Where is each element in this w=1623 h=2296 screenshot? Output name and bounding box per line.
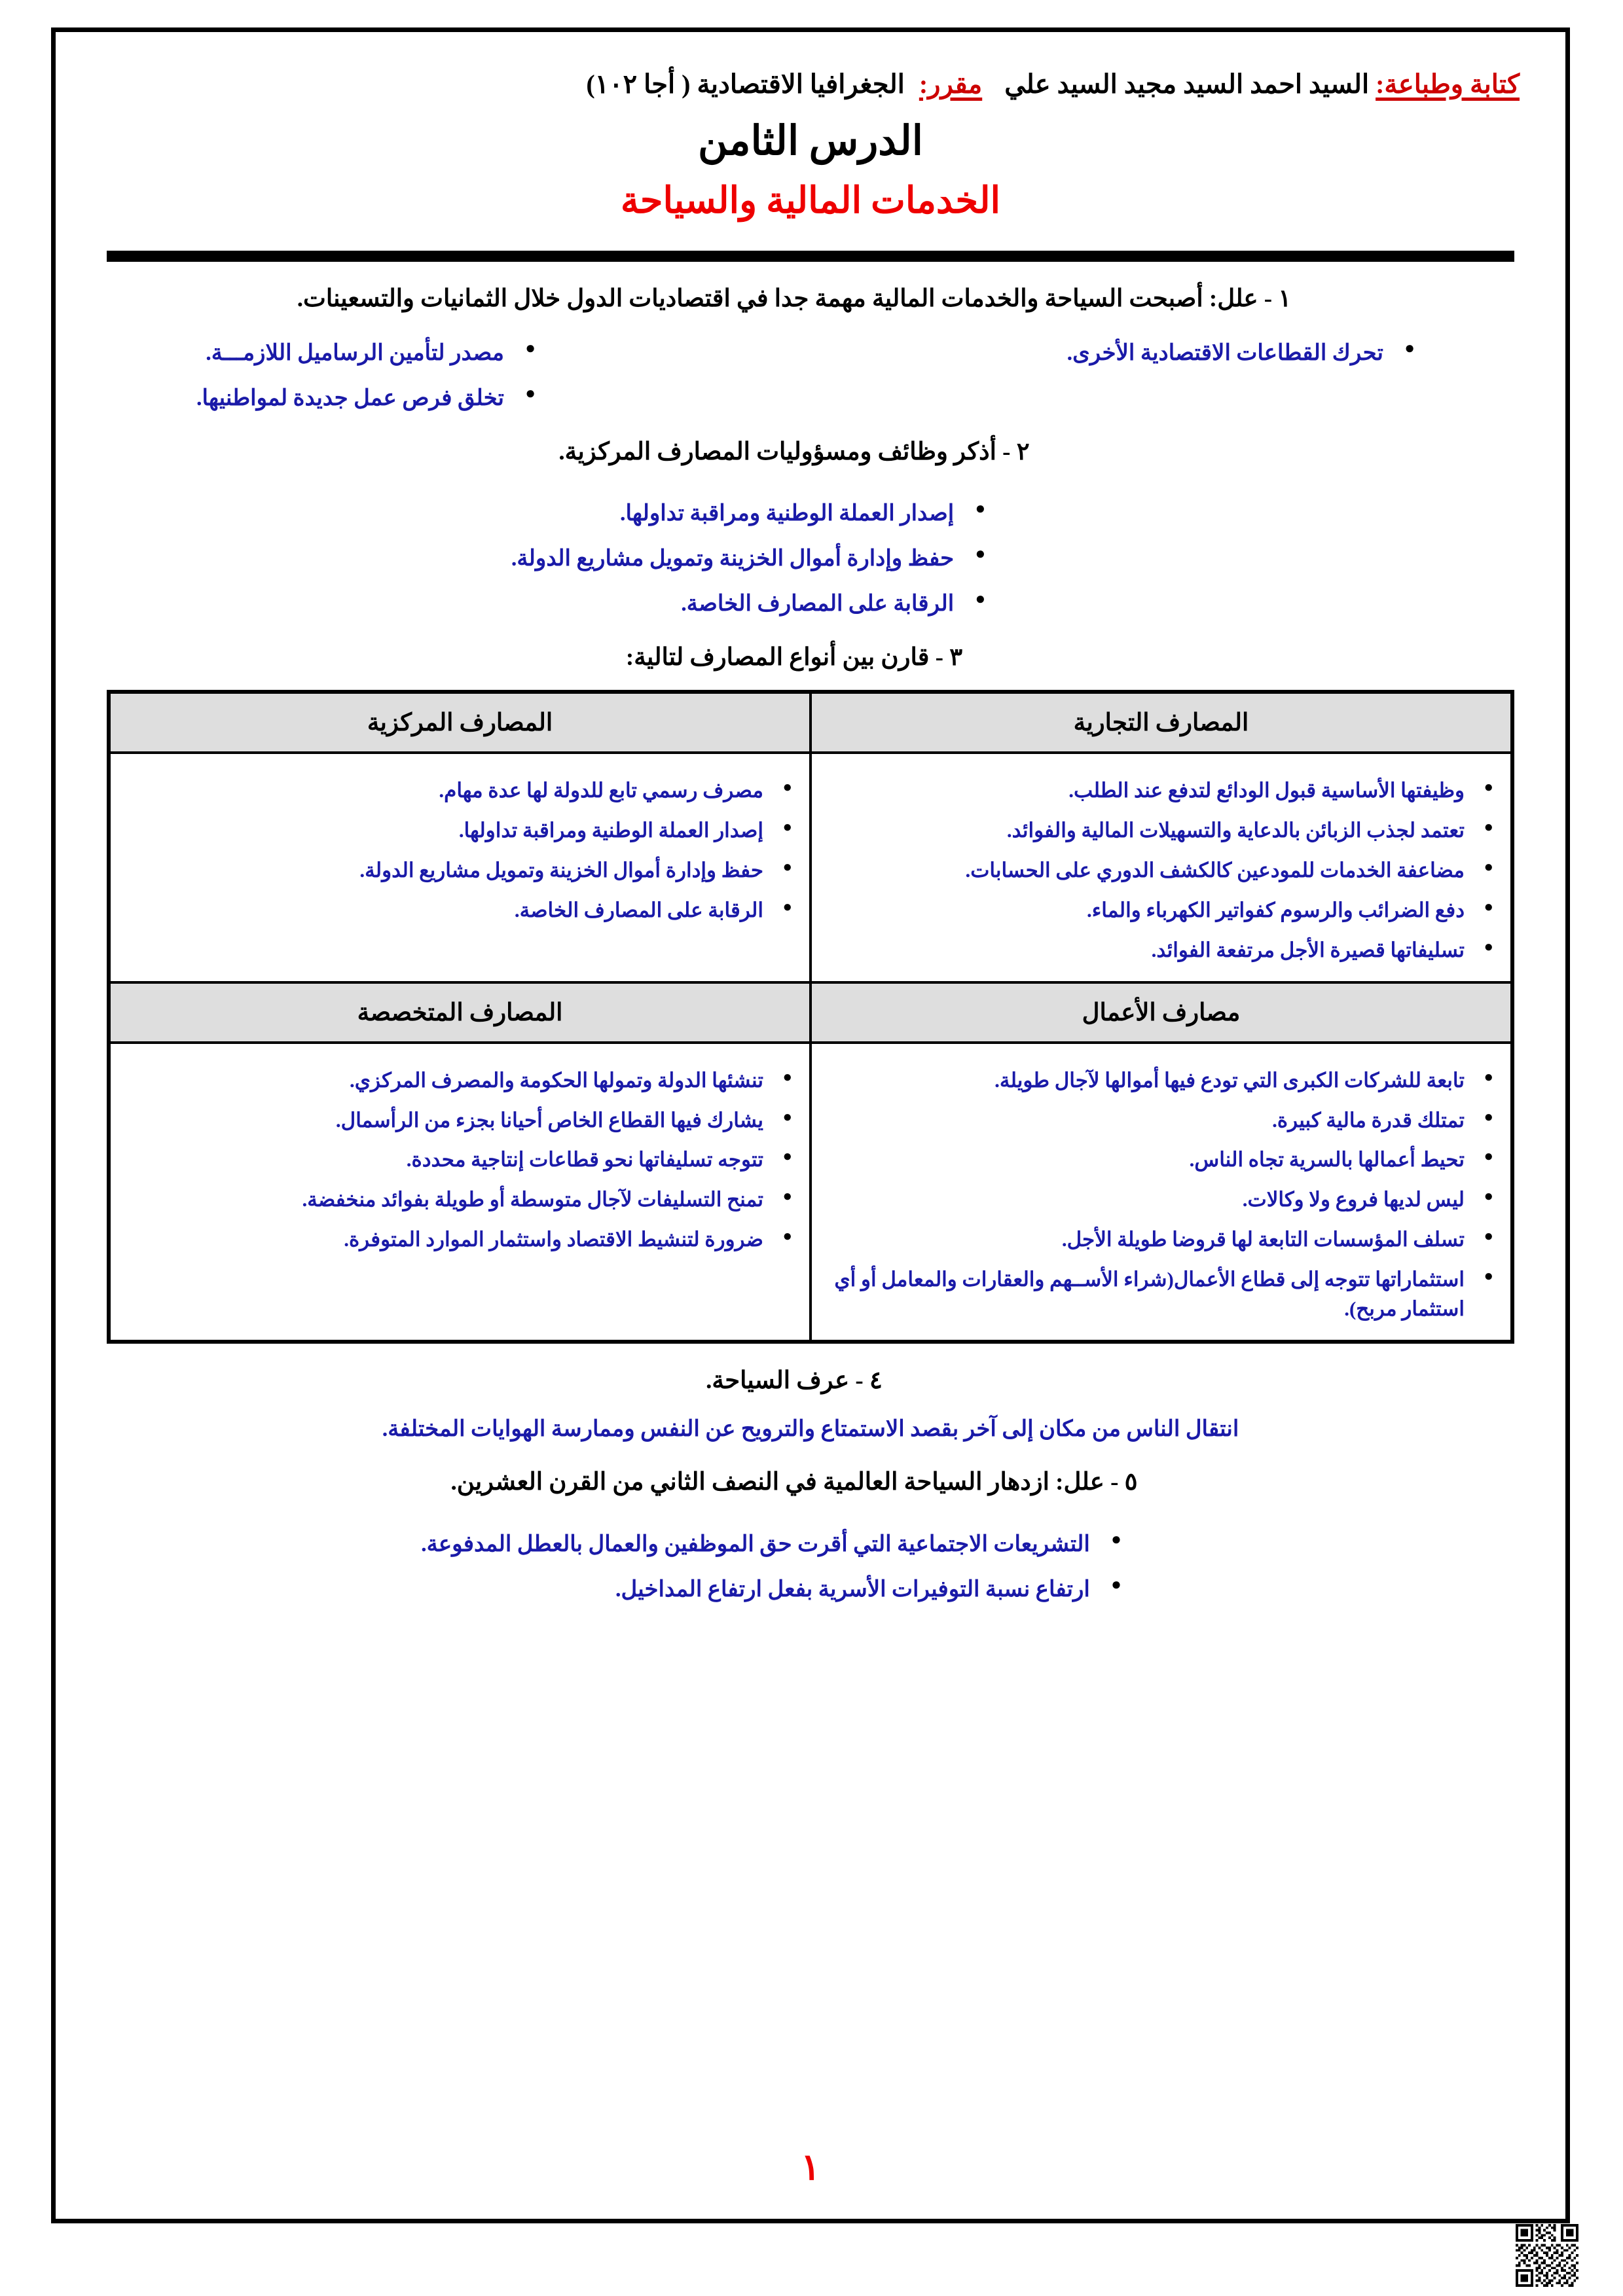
list-item: ● الرقابة على المصارف الخاصة. (511, 587, 985, 620)
list-item: ● تتوجه تسليفاتها نحو قطاعات إنتاجية محددة. (128, 1145, 792, 1175)
list-item: ● تحيط أعمالها بالسرية تجاه الناس. (829, 1145, 1493, 1175)
list-item: ● تمتلك قدرة مالية كبيرة. (829, 1106, 1493, 1136)
table-header-business-banks: مصارف الأعمال (811, 982, 1512, 1043)
author-label: كتابة وطباعة: (1376, 69, 1520, 99)
table-cell-business-banks (811, 1043, 1512, 1342)
table-header-specialized-banks: المصارف المتخصصة (109, 982, 811, 1043)
table-cell-central-banks (109, 753, 811, 982)
table-header-row-2 (109, 982, 1512, 1043)
table-header-central-banks: المصارف المركزية (109, 692, 811, 753)
question-4-answer: انتقال الناس من مكان إلى آخر بقصد الاستمتاع والترويح عن النفس وممارسة الهوايات المختلفة. (382, 1416, 1239, 1441)
table-header-row (109, 692, 1512, 753)
list-item: ● مضاعفة الخدمات للمودعين كالكشف الدوري على الحسابات. (829, 856, 1493, 886)
list-item: ● تعتمد لجذب الزبائن بالدعاية والتسهيلات المالية والفوائد. (829, 816, 1493, 846)
list-item: ● تحرك القطاعات الاقتصادية الأخرى. (811, 336, 1415, 370)
question-2 (101, 435, 1520, 621)
question-2-text: ٢ - أذكر وظائف ومسؤوليات المصارف المركزية. (558, 438, 1030, 465)
page-frame (51, 27, 1570, 2223)
page-content (56, 32, 1565, 2219)
table-cell-commercial-banks (811, 753, 1512, 982)
list-item: ● دفع الضرائب والرسوم كفواتير الكهرباء والماء. (829, 896, 1493, 925)
course-label: مقرر: (919, 69, 983, 99)
table-row (109, 753, 1512, 982)
question-3 (101, 640, 1520, 1344)
question-1-answers-left-col (811, 325, 1520, 415)
document-header (101, 69, 1520, 99)
page-number: ١ (800, 2147, 821, 2188)
question-4-text: ٤ - عرف السياحة. (706, 1367, 883, 1395)
list-item: ● مصدر لتأمين الرساميل اللازمـــة. (101, 336, 536, 370)
list-item: ● الرقابة على المصارف الخاصة. (128, 896, 792, 925)
list-item: ● حفظ وإدارة أموال الخزينة وتمويل مشاريع الدولة. (128, 856, 792, 886)
list-item: ● تنشئها الدولة وتمولها الحكومة والمصرف المركزي. (128, 1066, 792, 1096)
lesson-subject-title: الخدمات المالية والسياحة (620, 181, 1001, 221)
list-item: ● تسليفاتها قصيرة الأجل مرتفعة الفوائد. (829, 936, 1493, 965)
list-item: ● التشريعات الاجتماعية التي أقرت حق الموظفين والعمال بالعطل المدفوعة. (421, 1528, 1122, 1561)
question-3-text: ٣ - قارن بين أنواع المصارف لتالية: (625, 644, 963, 672)
list-item: ● ضرورة لتنشيط الاقتصاد واستثمار الموارد المتوفرة. (128, 1225, 792, 1255)
table-header-commercial-banks: المصارف التجارية (811, 692, 1512, 753)
question-5-text: ٥ - علل: ازدهار السياحة العالمية في النصف الثاني من القرن العشرين. (450, 1469, 1138, 1496)
list-item: ● ارتفاع نسبة التوفيرات الأسرية بفعل ارتفاع المداخيل. (421, 1573, 1122, 1606)
list-item: ● يشارك فيها القطاع الخاص أحيانا بجزء من الرأسمال. (128, 1106, 792, 1136)
list-item: ● تسلف المؤسسات التابعة لها قروضا طويلة الأجل. (829, 1225, 1493, 1255)
list-item: ● ليس لديها فروع ولا وكالات. (829, 1185, 1493, 1215)
table-cell-specialized-banks (109, 1043, 811, 1342)
qr-code (1516, 2224, 1578, 2287)
list-item: ● تابعة للشركات الكبرى التي تودع فيها أموالها لآجال طويلة. (829, 1066, 1493, 1096)
list-item: ● تمنح التسليفات لآجال متوسطة أو طويلة بفوائد منخفضة. (128, 1185, 792, 1215)
table-row (109, 1043, 1512, 1342)
lesson-title: الدرس الثامن (698, 119, 923, 164)
question-5-answers (101, 1507, 1520, 1606)
question-2-answers (101, 476, 1520, 620)
question-4 (101, 1363, 1520, 1445)
list-item: ● إصدار العملة الوطنية ومراقبة تداولها. (511, 497, 985, 530)
title-divider (107, 251, 1514, 262)
list-item: ● استثماراتها تتوجه إلى قطاع الأعمال(شراء الأســهم والعقارات والمعامل أو أي استثمار مربح). (829, 1265, 1493, 1324)
question-1 (101, 281, 1520, 415)
list-item: ● وظيفتها الأساسية قبول الودائع لتدفع عند الطلب. (829, 776, 1493, 806)
author-name: السيد احمد السيد مجيد السيد علي (1004, 69, 1370, 99)
banks-comparison-table (107, 690, 1514, 1344)
list-item: ● تخلق فرص عمل جديدة لمواطنيها. (101, 382, 536, 415)
course-name: الجغرافيا الاقتصادية ( أجا ١٠٢) (586, 69, 905, 99)
question-1-answers-right-col (101, 325, 811, 415)
list-item: ● مصرف رسمي تابع للدولة لها عدة مهام. (128, 776, 792, 806)
list-item: ● حفظ وإدارة أموال الخزينة وتمويل مشاريع الدولة. (511, 542, 985, 575)
question-1-answers (101, 325, 1520, 415)
question-5 (101, 1465, 1520, 1606)
question-1-text: ١ - علل: أصبحت السياحة والخدمات المالية مهمة جدا في اقتصاديات الدول خلال الثمانيات والتسعينات. (297, 285, 1292, 312)
list-item: ● إصدار العملة الوطنية ومراقبة تداولها. (128, 816, 792, 846)
